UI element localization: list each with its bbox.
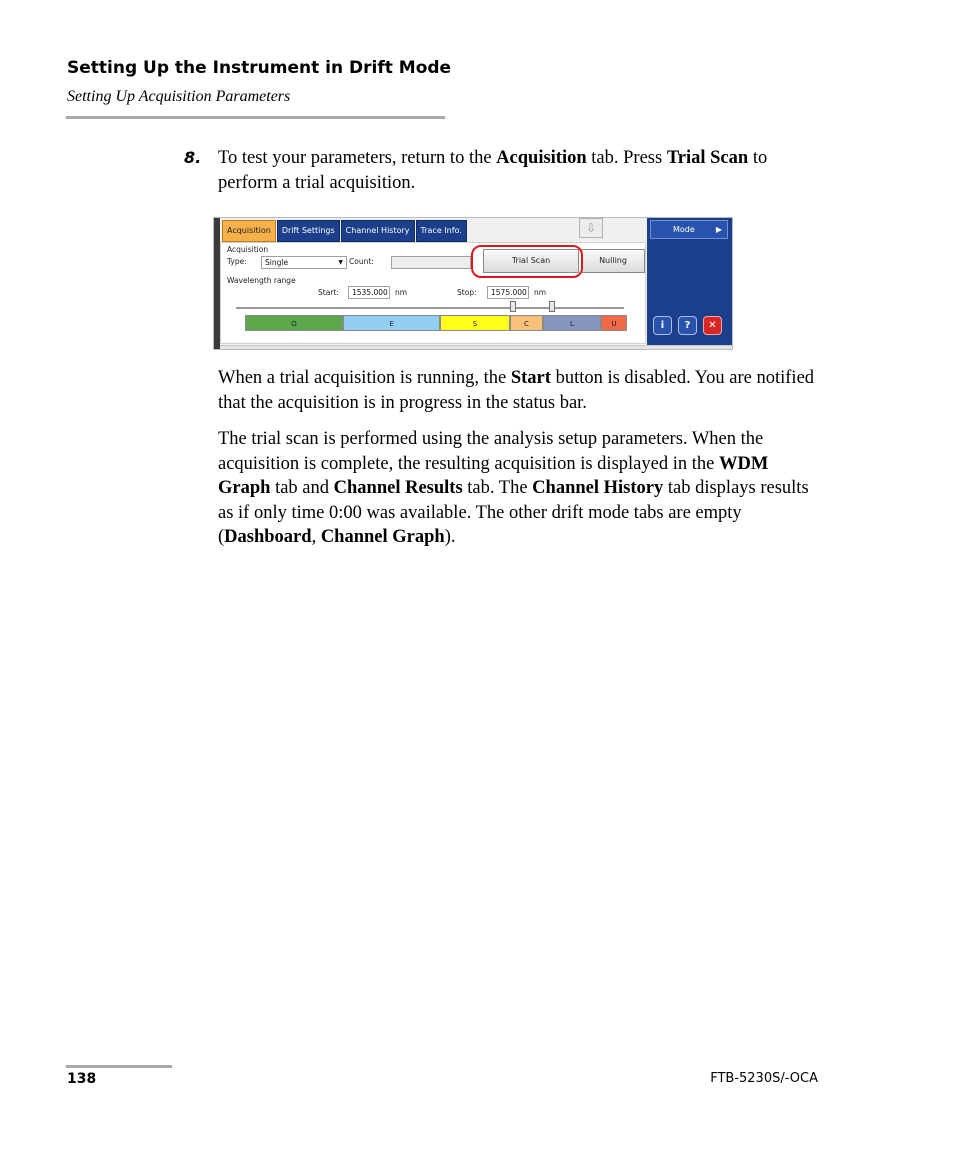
step-text	[218, 146, 818, 195]
para3-text-4: tab displays results as if only time 0:00 was available. The other drift mode tabs are empty (	[218, 478, 809, 547]
para2-text-2: button is disabled. You are notified that the acquisition is in progress in the status bar.	[218, 368, 815, 413]
para3-text-1: The trial scan is performed using the analysis setup parameters. When the acquisition is complete, the resulting acquisition is displayed in the	[218, 429, 764, 474]
wavelength-slider-start-handle[interactable]	[510, 301, 516, 312]
band-bar	[245, 315, 627, 331]
right-panel	[647, 218, 732, 345]
tab-bar	[222, 220, 468, 242]
footer-page-number: 138	[67, 1071, 97, 1087]
arrow-down-icon: ⇩	[585, 221, 597, 235]
para3-bold-channel-graph: Channel Graph	[320, 527, 445, 547]
tab-channel-history[interactable]: Channel History	[341, 220, 415, 242]
footer-rule	[66, 1065, 172, 1068]
para2-text-1: When a trial acquisition is running, the	[218, 368, 511, 388]
band-u: U	[601, 315, 627, 331]
step-text-1: To test your parameters, return to the	[218, 148, 497, 168]
count-label: Count:	[349, 257, 374, 266]
wavelength-group-label: Wavelength range	[227, 276, 296, 285]
tab-trace-info[interactable]: Trace Info.	[416, 220, 467, 242]
paragraph-trial-results	[218, 427, 818, 550]
info-icon[interactable]: i	[653, 316, 672, 335]
band-c: C	[510, 315, 543, 331]
mode-button[interactable]	[650, 220, 728, 239]
close-icon[interactable]: ✕	[703, 316, 722, 335]
para3-text-2: tab and	[270, 478, 334, 498]
para3-text-6: ).	[444, 527, 456, 547]
band-e: E	[343, 315, 440, 331]
tab-acquisition[interactable]: Acquisition	[222, 220, 276, 242]
mode-button-label: Mode	[673, 225, 695, 234]
para2-bold-start: Start	[510, 368, 551, 388]
scroll-down-button[interactable]	[579, 218, 603, 238]
paragraph-trial-running	[218, 366, 818, 415]
start-input[interactable]: 1535.000	[348, 286, 390, 299]
page-header-title: Setting Up the Instrument in Drift Mode	[67, 58, 452, 78]
para3-bold-dashboard: Dashboard	[224, 527, 312, 547]
chevron-down-icon: ▼	[338, 259, 343, 266]
wavelength-slider-track[interactable]	[236, 307, 624, 309]
band-o: O	[245, 315, 343, 331]
header-rule	[66, 116, 445, 119]
step-text-3: to perform a trial acquisition.	[218, 148, 768, 193]
trial-scan-button[interactable]: Trial Scan	[483, 249, 579, 273]
type-select-value: Single	[265, 258, 289, 267]
footer-model: FTB-5230S/-OCA	[710, 1071, 818, 1086]
tab-drift-settings[interactable]: Drift Settings	[277, 220, 340, 242]
para3-text-5: ,	[311, 527, 321, 547]
trial-scan-highlight	[471, 245, 583, 278]
stop-unit: nm	[534, 288, 547, 297]
nulling-button[interactable]: Nulling	[581, 249, 645, 273]
acquisition-group-label: Acquisition	[227, 245, 269, 254]
type-select[interactable]	[261, 256, 347, 269]
step-bold-trial-scan: Trial Scan	[666, 148, 749, 168]
app-screenshot	[213, 217, 733, 350]
type-label: Type:	[227, 257, 247, 266]
para3-text-3: tab. The	[462, 478, 533, 498]
page-header-subtitle: Setting Up Acquisition Parameters	[67, 88, 291, 105]
count-field[interactable]	[391, 256, 471, 269]
play-arrow-icon: ▶	[715, 225, 722, 234]
band-l: L	[543, 315, 601, 331]
start-label: Start:	[318, 288, 339, 297]
help-icon[interactable]: ?	[678, 316, 697, 335]
step-number: 8.	[184, 148, 202, 167]
status-bar	[220, 345, 732, 350]
para3-bold-wdm-graph: WDM Graph	[218, 453, 769, 498]
stop-input[interactable]: 1575.000	[487, 286, 529, 299]
wavelength-slider-stop-handle[interactable]	[549, 301, 555, 312]
step-bold-acquisition: Acquisition	[496, 148, 587, 168]
start-unit: nm	[395, 288, 408, 297]
stop-label: Stop:	[457, 288, 477, 297]
step-text-2: tab. Press	[586, 148, 667, 168]
para3-bold-channel-results: Channel Results	[333, 478, 463, 498]
band-s: S	[440, 315, 510, 331]
para3-bold-channel-history: Channel History	[532, 478, 664, 498]
